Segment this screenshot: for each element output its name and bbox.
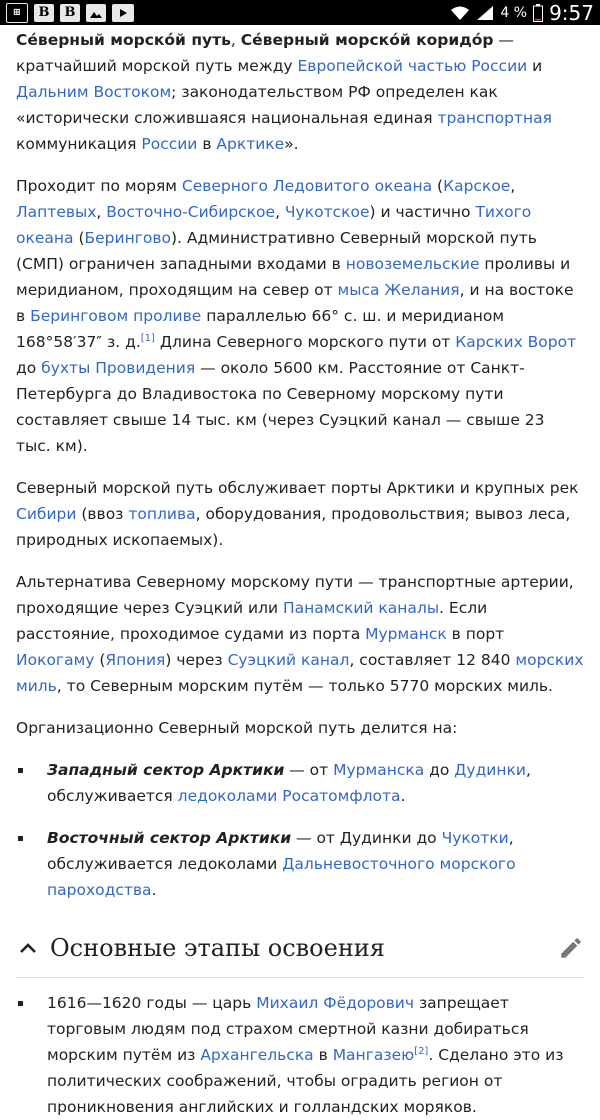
link-rosatomflot[interactable]: Росатомфлота [282,787,401,805]
link-cape-zhelaniya[interactable]: мыса Желания [337,281,460,299]
section-toggle[interactable] [16,934,385,962]
bbc-b-icon-2: B [60,4,80,22]
list-item: 1616—1620 годы — царь Михаил Фёдорович запрещает торговым людям под страхом смертной казни добираться морским путём из Архангельска в Мангазею[2]. Сделано это из политических соображений, чтобы оградить регион от проникновения английских и голландских моряков. [16,990,584,1120]
link-fesco[interactable]: Дальневосточного морского пароходства [47,855,516,899]
link-arctic[interactable]: Арктике [216,135,285,153]
paragraph-intro: Се́верный морско́й путь, Се́верный морско́й коридо́р — кратчайший морской путь между Европейской частью России и Дальним Востоком; законодательством РФ определен как «исторически сложившаяся национальная единая транспортная коммуникация России в Арктике». [16,31,552,153]
system-icons [450,1,594,25]
section-title: Основные этапы освоения [50,934,385,962]
history-list [16,990,584,1120]
link-pacific-ocean[interactable]: Тихого океана [16,203,532,247]
link-transport[interactable]: транспортная [437,109,552,127]
link-novaya-zemlya[interactable]: новоземельские [345,255,480,273]
link-siberia[interactable]: Сибири [16,505,77,523]
gallery-notification-icon: ⊞ [6,3,28,23]
link-east-siberian-sea[interactable]: Восточно-Сибирское [106,203,276,221]
link-murmansk-2[interactable]: Мурманска [333,761,425,779]
link-suez-canal[interactable]: Суэцкий канал [227,651,350,669]
image-icon [86,4,106,22]
paragraph-organization: Организационно Северный морской путь делится на: [16,719,458,737]
wifi-icon [450,5,470,21]
link-murmansk[interactable]: Мурманск [365,625,447,643]
battery-percent: 4 % [500,4,528,21]
link-arctic-ocean[interactable]: Северного Ледовитого океана [181,177,433,195]
bbc-b-icon: B [34,4,54,22]
bullet [18,768,23,773]
signal-icon [476,5,494,21]
edit-pencil-icon[interactable] [558,935,584,961]
link-mangazeya[interactable]: Мангазею [332,1046,415,1064]
link-panama-canal[interactable]: Панамский каналы [283,599,440,617]
link-fuel[interactable]: топлива [128,505,196,523]
link-arkhangelsk[interactable]: Архангельска [200,1046,314,1064]
reference-1[interactable]: [1] [140,332,155,344]
reference-2[interactable]: [2] [414,1045,429,1057]
link-dudinka[interactable]: Дудинки [454,761,526,779]
paragraph-ports: Северный морской путь обслуживает порты Арктики и крупных рек Сибири (ввоз топлива, оборудования, продовольствия; вывоз леса, природных ископаемых). [16,479,579,549]
link-kara-gates[interactable]: Карских Ворот [455,333,577,351]
article-content [0,25,600,1120]
link-russia[interactable]: России [141,135,198,153]
notification-icons [6,3,134,23]
link-yokohama[interactable]: Иокогаму [16,651,95,669]
status-bar [0,0,600,25]
sector-list [16,757,584,903]
link-bering-strait[interactable]: Беринговом проливе [30,307,202,325]
clock: 9:57 [549,0,594,25]
paragraph-route: Проходит по морям Северного Ледовитого океана (Карское, Лаптевых, Восточно-Сибирское, Чукотское) и частично Тихого океана (Берингово). Административно Северный морской путь (СМП) ограничен западными входами в новоземельские проливы и меридианом, проходящим на север от мыса Желания, и на востоке в Беринговом проливе параллелью 66° с. ш. и меридианом 168°58′37″ з. д.[1] Длина Северного морского пути от Карских Ворот до бухты Провидения — около 5600 км. Расстояние от Санкт-Петербурга до Владивостока по Северному морскому пути составляет свыше 14 тыс. км (через Суэцкий канал — свыше 23 тыс. км). [16,177,577,455]
chevron-up-icon [16,941,40,955]
link-chukchi-sea[interactable]: Чукотское [284,203,370,221]
link-providence-bay[interactable]: бухты Провидения [41,359,196,377]
youtube-icon [112,4,134,22]
link-mikhail-fedorovich[interactable]: Михаил Фёдорович [256,994,415,1012]
link-far-east[interactable]: Дальним Востоком [16,83,172,101]
link-nautical-miles[interactable]: морских миль [16,651,584,695]
link-european-russia[interactable]: Европейской частью России [297,57,528,75]
paragraph-alternative: Альтернатива Северному морскому пути — транспортные артерии, проходящие через Суэцкий или Панамский каналы. Если расстояние, проходимое судами из порта Мурманск в порт Иокогаму (Япония) через Суэцкий канал, составляет 12 840 морских миль, то Северным морским путём — только 5770 морских миль. [16,573,584,695]
battery-icon [533,4,543,22]
link-kara-sea[interactable]: Карское [443,177,511,195]
bullet [18,836,23,841]
link-chukotka[interactable]: Чукотки [441,829,509,847]
link-japan[interactable]: Япония [105,651,166,669]
link-laptev-sea[interactable]: Лаптевых [16,203,97,221]
list-item: Западный сектор Арктики — от Мурманска до Дудинки, обслуживается ледоколами Росатомфлота. [16,757,584,809]
section-heading[interactable] [16,919,584,978]
link-icebreakers[interactable]: ледоколами [177,787,278,805]
bullet [18,1001,23,1006]
list-item: Восточный сектор Арктики — от Дудинки до Чукотки, обслуживается ледоколами Дальневосточного морского пароходства. [16,825,584,903]
link-bering-sea[interactable]: Берингово [84,229,171,247]
